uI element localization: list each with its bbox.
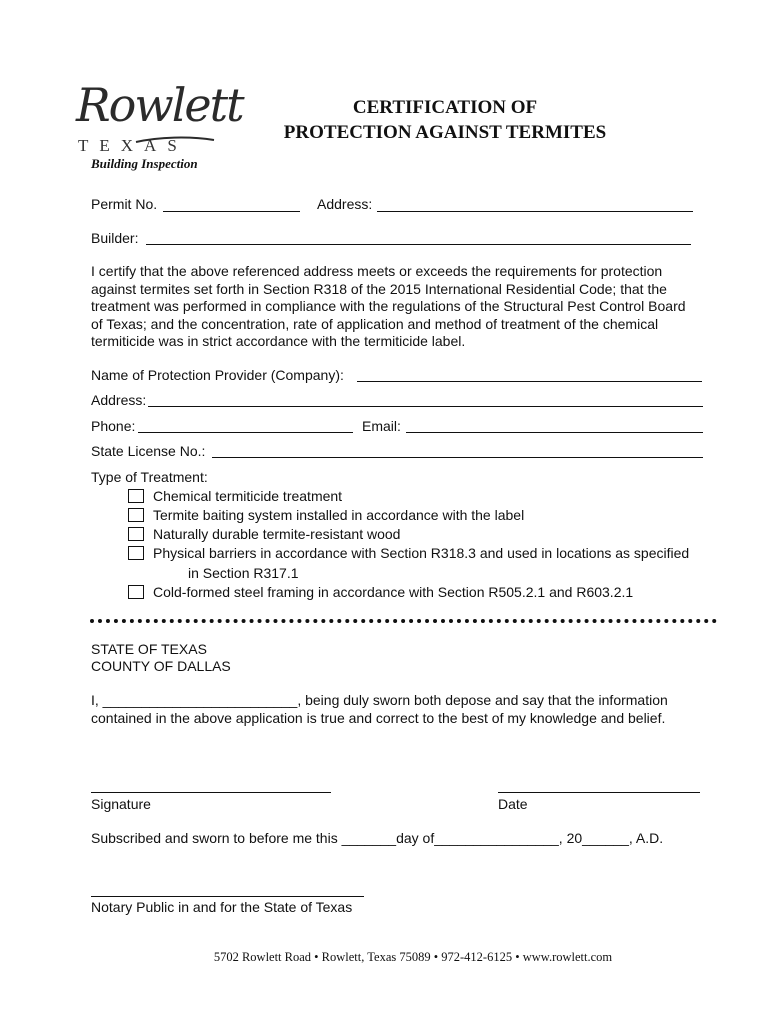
treatment-checkbox[interactable] xyxy=(128,527,144,541)
document-title xyxy=(250,95,640,145)
notary-label: Notary Public in and for the State of Texas xyxy=(91,899,353,915)
affidavit-line: contained in the above application is true and correct to the best of my knowledge and belief. xyxy=(91,709,666,726)
treatment-option-label: Naturally durable termite-resistant wood xyxy=(153,526,401,542)
builder-input-line[interactable] xyxy=(146,244,691,245)
footer-contact: 5702 Rowlett Road • Rowlett, Texas 75089 • 972-412-6125 • www.rowlett.com xyxy=(213,950,613,964)
provider-phone-input-line[interactable] xyxy=(138,432,353,433)
treatment-checkbox[interactable] xyxy=(128,508,144,522)
treatment-checkbox[interactable] xyxy=(128,489,144,503)
permit-input-line[interactable] xyxy=(163,211,300,212)
provider-company-label: Name of Protection Provider (Company): xyxy=(91,367,344,383)
provider-phone-label: Phone: xyxy=(91,418,136,434)
provider-email-label: Email: xyxy=(362,418,401,434)
treatment-option-continuation: in Section R317.1 xyxy=(188,565,299,581)
subscribed-sworn-line: Subscribed and sworn to before me this _______day of________________, 20______, A.D. xyxy=(91,830,664,846)
signature-label: Signature xyxy=(91,796,151,812)
provider-address-input-line[interactable] xyxy=(148,406,703,407)
certification-line: termiticide was in strict accordance with the termiticide label. xyxy=(91,333,466,349)
treatment-checkbox[interactable] xyxy=(128,546,144,560)
builder-label: Builder: xyxy=(91,230,139,246)
permit-label: Permit No. xyxy=(91,196,158,212)
address-label: Address: xyxy=(317,196,373,212)
logo-state: TEXAS xyxy=(78,136,188,155)
title-line-2: PROTECTION AGAINST TERMITES xyxy=(283,122,607,143)
certification-paragraph xyxy=(91,263,731,351)
treatment-option-label: Cold-formed steel framing in accordance with Section R505.2.1 and R603.2.1 xyxy=(153,584,634,600)
certification-line: treatment was performed in compliance with the regulations of the Structural Pest Control Board xyxy=(91,298,686,314)
treatment-checkbox[interactable] xyxy=(128,585,144,599)
affidavit-state: STATE OF TEXAS xyxy=(91,641,207,657)
provider-address-label: Address: xyxy=(91,392,147,408)
date-label: Date xyxy=(498,796,528,812)
certification-line: against termites set forth in Section R318 of the 2015 International Residential Code; that the xyxy=(91,280,667,297)
provider-license-input-line[interactable] xyxy=(212,457,703,458)
certification-line: of Texas; and the concentration, rate of application and method of treatment of the chemical xyxy=(91,315,659,332)
section-divider xyxy=(90,619,717,623)
date-line[interactable] xyxy=(498,792,700,793)
logo-department: Building Inspection xyxy=(91,156,198,171)
title-line-1: CERTIFICATION OF xyxy=(352,97,538,118)
treatment-option-label: Chemical termiticide treatment xyxy=(153,488,343,504)
certification-line: I certify that the above referenced address meets or exceeds the requirements for protection xyxy=(91,263,663,279)
notary-signature-line[interactable] xyxy=(91,896,364,897)
treatment-option-label: Termite baiting system installed in accordance with the label xyxy=(153,507,525,523)
city-logo xyxy=(74,78,243,173)
provider-email-input-line[interactable] xyxy=(406,432,703,433)
treatment-option-label: Physical barriers in accordance with Section R318.3 and used in locations as specified xyxy=(153,545,690,561)
signature-line[interactable] xyxy=(91,792,331,793)
treatment-heading: Type of Treatment: xyxy=(91,469,208,485)
provider-license-label: State License No.: xyxy=(91,443,206,459)
affidavit-county: COUNTY OF DALLAS xyxy=(91,658,231,674)
affidavit-line: I, _________________________, being duly sworn both depose and say that the information xyxy=(91,692,668,708)
affidavit-statement xyxy=(91,692,731,727)
address-input-line[interactable] xyxy=(377,211,693,212)
provider-company-input-line[interactable] xyxy=(357,381,702,382)
logo-wordmark: Rowlett xyxy=(76,78,243,132)
